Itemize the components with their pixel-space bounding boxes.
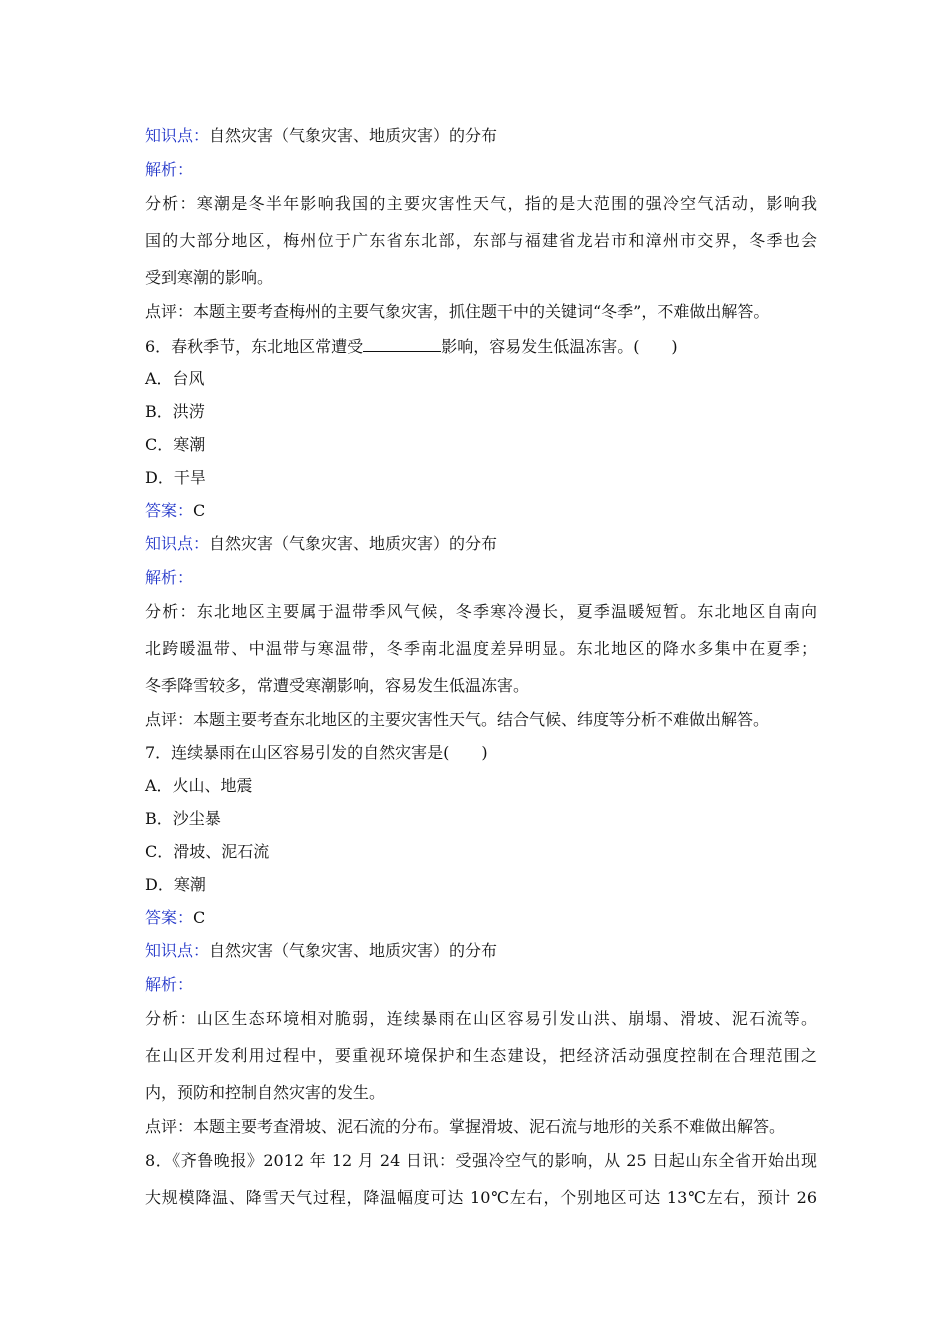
q6-analysis-line-1: 分析：东北地区主要属于温带季风气候，冬季寒冷漫长，夏季温暖短暂。东北地区自南向 bbox=[145, 602, 817, 621]
q7-option-c: C．滑坡、泥石流 bbox=[145, 842, 270, 861]
q8-stem-line-2: 大规模降温、降雪天气过程，降温幅度可达 10℃左右，个别地区可达 13℃左右，预计 26 bbox=[145, 1188, 817, 1207]
fill-blank bbox=[363, 336, 441, 352]
q6-analysis-line-2: 北跨暖温带、中温带与寒温带，冬季南北温度差异明显。东北地区的降水多集中在夏季； bbox=[145, 639, 817, 658]
q5-knowledge-point bbox=[145, 126, 817, 146]
q7-option-b: B．沙尘暴 bbox=[145, 809, 221, 828]
q7-analysis-line-1: 分析：山区生态环境相对脆弱，连续暴雨在山区容易引发山洪、崩塌、滑坡、泥石流等。 bbox=[145, 1009, 817, 1028]
answer-value: C bbox=[193, 501, 206, 520]
q7-answer bbox=[145, 908, 817, 928]
knowledge-point-label: 知识点： bbox=[145, 534, 210, 553]
knowledge-point-text: 自然灾害（气象灾害、地质灾害）的分布 bbox=[209, 534, 498, 553]
q6-answer bbox=[145, 501, 817, 521]
q6-stem-before: 6．春秋季节，东北地区常遭受 bbox=[145, 337, 364, 356]
q7-comment: 点评：本题主要考查滑坡、泥石流的分布。掌握滑坡、泥石流与地形的关系不难做出解答。 bbox=[145, 1117, 786, 1136]
knowledge-point-text: 自然灾害（气象灾害、地质灾害）的分布 bbox=[209, 941, 498, 960]
q7-option-a: A．火山、地震 bbox=[145, 776, 253, 795]
q7-knowledge-point bbox=[145, 941, 817, 961]
q6-option-d: D．干旱 bbox=[145, 468, 206, 487]
q5-analysis-line-2: 国的大部分地区，梅州位于广东省东北部，东部与福建省龙岩市和漳州市交界，冬季也会 bbox=[145, 231, 817, 250]
q6-analysis-label: 解析： bbox=[145, 568, 194, 587]
q6-analysis-line-3: 冬季降雪较多，常遭受寒潮影响，容易发生低温冻害。 bbox=[145, 676, 530, 695]
answer-label: 答案： bbox=[145, 501, 194, 520]
q6-option-c: C．寒潮 bbox=[145, 435, 206, 454]
q7-option-d: D．寒潮 bbox=[145, 875, 206, 894]
q5-analysis-label: 解析： bbox=[145, 160, 194, 179]
knowledge-point-text: 自然灾害（气象灾害、地质灾害）的分布 bbox=[209, 126, 498, 145]
answer-value: C bbox=[193, 908, 206, 927]
q6-stem-after: 影响，容易发生低温冻害。( ) bbox=[441, 337, 678, 356]
q6-comment: 点评：本题主要考查东北地区的主要灾害性天气。结合气候、纬度等分析不难做出解答。 bbox=[145, 710, 770, 729]
q7-stem: 7．连续暴雨在山区容易引发的自然灾害是( ) bbox=[145, 743, 488, 762]
q5-analysis-line-3: 受到寒潮的影响。 bbox=[145, 268, 274, 287]
q5-analysis-line-1: 分析：寒潮是冬半年影响我国的主要灾害性天气，指的是大范围的强冷空气活动，影响我 bbox=[145, 194, 817, 213]
q6-option-a: A．台风 bbox=[145, 369, 205, 388]
q5-comment: 点评：本题主要考查梅州的主要气象灾害，抓住题干中的关键词“冬季”，不难做出解答。 bbox=[145, 302, 770, 321]
knowledge-point-label: 知识点： bbox=[145, 126, 210, 145]
q6-knowledge-point bbox=[145, 534, 817, 554]
q8-stem-line-1: 8．《齐鲁晚报》2012 年 12 月 24 日讯：受强冷空气的影响，从 25 日起山东全省开始出现 bbox=[145, 1151, 817, 1170]
q7-analysis-line-3: 内，预防和控制自然灾害的发生。 bbox=[145, 1083, 386, 1102]
q6-option-b: B．洪涝 bbox=[145, 402, 205, 421]
q7-analysis-label: 解析： bbox=[145, 975, 194, 994]
knowledge-point-label: 知识点： bbox=[145, 941, 210, 960]
answer-label: 答案： bbox=[145, 908, 194, 927]
q6-stem bbox=[145, 336, 817, 357]
q7-analysis-line-2: 在山区开发利用过程中，要重视环境保护和生态建设，把经济活动强度控制在合理范围之 bbox=[145, 1046, 817, 1065]
